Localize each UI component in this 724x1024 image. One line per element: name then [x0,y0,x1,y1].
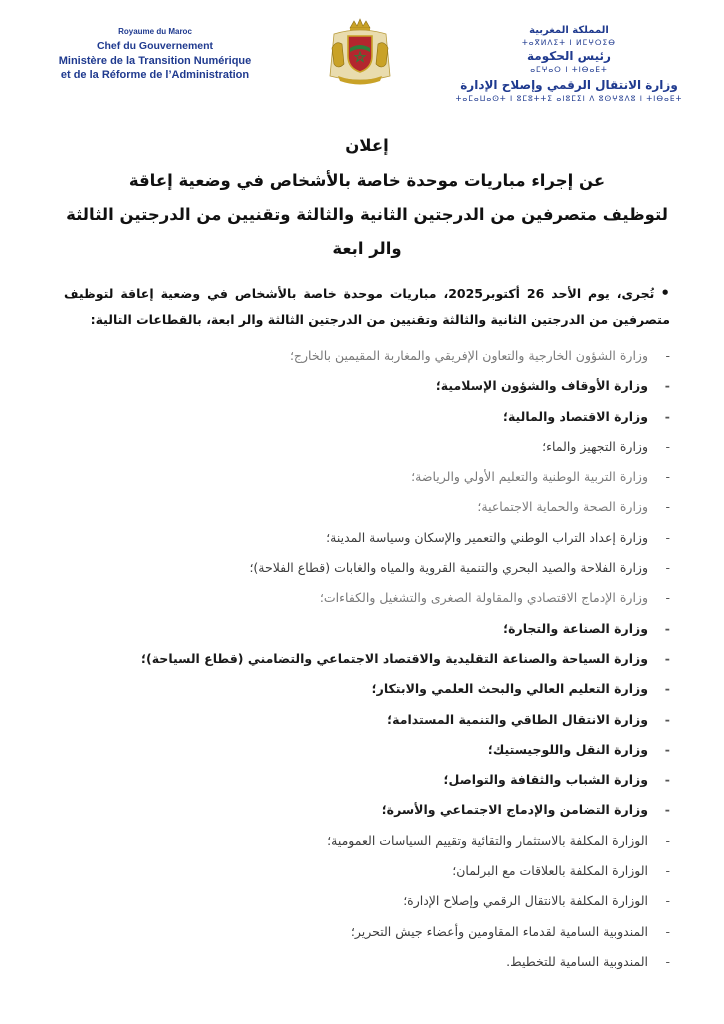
dash-icon: - [665,863,670,879]
announcement-subtitle-1: عن إجراء مباريات موحدة خاصة بالأشخاص في وضعية إعاقة [128,171,606,190]
list-item [64,371,670,401]
dash-icon: - [665,529,670,545]
bullet-icon: • [660,284,670,302]
list-item [64,856,670,886]
ministry-name: وزارة التعليم العالي والبحث العلمي والابتكار؛ [371,681,648,697]
list-item [64,735,670,765]
ministry-name: المندوبية السامية لقدماء المقاومين وأعضاء جيش التحرير؛ [350,923,648,939]
dash-icon: - [664,741,670,757]
ministry-name: وزارة الصناعة والتجارة؛ [503,620,648,636]
list-item [64,917,670,947]
header-right-arabic [414,24,724,105]
list-item [64,765,670,795]
ministry-name: وزارة الاقتصاد والمالية؛ [502,408,648,424]
dash-icon: - [665,438,670,454]
ministry-name: وزارة السياحة والصناعة التقليدية والاقتصاد الاجتماعي والتضامني (قطاع السياحة)؛ [141,650,648,666]
ministry-label-fr-line1: Ministère de la Transition Numérique [58,55,252,67]
dash-icon: - [665,832,670,848]
list-item [64,826,670,856]
list-item [64,886,670,916]
list-item [64,462,670,492]
list-item [64,583,670,613]
announcement-intro [64,280,670,333]
dash-icon: - [664,772,670,788]
dash-icon: - [665,499,670,515]
government-label-fr: Chef du Gouvernement [96,40,214,52]
list-item [64,402,670,432]
kingdom-label-tifinagh: ⵜⴰⴳⵍⴷⵉⵜ ⵏ ⵍⵎⵖⵔⵉⴱ [522,38,616,47]
announcement-body [64,128,670,977]
government-label-ar: رئيس الحكومة [527,49,611,63]
ministry-name: وزارة الشؤون الخارجية والتعاون الإفريقي والمغاربة المقيمين بالخارج؛ [289,348,648,363]
dash-icon: - [664,802,670,818]
list-item [64,492,670,522]
ministry-name: وزارة الإدماج الاقتصادي والمقاولة الصغرى والتشغيل والكفاءات؛ [319,590,648,606]
ministry-name: وزارة الفلاحة والصيد البحري والتنمية القروية والمياه والغابات (قطاع الفلاحة)؛ [249,560,648,576]
list-item [64,795,670,825]
intro-text: تُجرى، يوم الأحد 26 أكتوبر2025، مباريات موحدة خاصة بالأشخاص في وضعية إعاقة لتوظيف متصرفين من الدرجتين الثانية والثالثة وتقنيين من الدرجتين الثالثة والر ابعة، بالقطاعات التالية: [64,286,670,327]
dash-icon: - [665,953,670,969]
ministry-name: الوزارة المكلفة بالاستثمار والتقائية وتقييم السياسات العمومية؛ [327,832,648,848]
dash-icon: - [664,378,670,394]
ministry-label-ar: وزارة الانتقال الرقمي وإصلاح الإدارة [460,78,678,92]
dash-icon: - [665,560,670,576]
dash-icon: - [664,711,670,727]
dash-icon: - [665,348,670,363]
announcement-title: إعلان [345,136,389,155]
dash-icon: - [665,893,670,909]
ministry-name: الوزارة المكلفة بالعلاقات مع البرلمان؛ [452,863,648,879]
ministry-name: وزارة الصحة والحماية الاجتماعية؛ [477,499,648,515]
ministry-label-fr-line2: et de la Réforme de l’Administration [60,69,250,81]
kingdom-label-fr: Royaume du Maroc [118,27,192,36]
header-left-french [0,26,310,82]
ministry-name: الوزارة المكلفة بالانتقال الرقمي وإصلاح الإدارة؛ [403,893,648,909]
ministry-name: وزارة التجهيز والماء؛ [542,438,648,454]
government-label-tifinagh: ⴰⵎⵖⴰⵔ ⵏ ⵜⵏⴱⴰⴹⵜ [530,65,608,74]
dash-icon: - [664,650,670,666]
ministry-name: وزارة إعداد التراب الوطني والتعمير والإسكان وسياسة المدينة؛ [326,529,648,545]
dash-icon: - [665,469,670,485]
ministry-name: المندوبية السامية للتخطيط. [506,953,648,969]
list-item [64,947,670,977]
ministry-label-tifinagh: ⵜⴰⵎⴰⵡⴰⵙⵜ ⵏ ⵓⵎⵓⵜⵜⵉ ⴰⵏⵓⵎⵉⵏ ⴷ ⵓⵙⵖⵓⴷⵓ ⵏ ⵜⵏⴱⴰⴹⵜ [455,94,683,103]
ministry-name: وزارة التضامن والإدماج الاجتماعي والأسرة؛ [381,802,648,818]
ministry-list [64,341,670,977]
ministry-name: وزارة التربية الوطنية والتعليم الأولي والرياضة؛ [411,469,648,485]
list-item [64,644,670,674]
list-item [64,432,670,462]
ministry-name: وزارة النقل واللوجيستيك؛ [487,741,648,757]
ministry-name: وزارة الأوقاف والشؤون الإسلامية؛ [435,378,648,394]
list-item [64,674,670,704]
list-item [64,705,670,735]
announcement-subtitle-2: لتوظيف متصرفين من الدرجتين الثانية والثالثة وتقنيين من الدرجتين الثالثة والر ابعة [66,205,668,258]
ministry-name: وزارة الانتقال الطاقي والتنمية المستدامة؛ [387,711,648,727]
ministry-name: وزارة الشباب والثقافة والتواصل؛ [443,772,648,788]
dash-icon: - [664,408,670,424]
dash-icon: - [664,620,670,636]
dash-icon: - [664,681,670,697]
coat-of-arms-icon [320,18,400,86]
dash-icon: - [665,923,670,939]
list-item [64,523,670,553]
dash-icon: - [665,590,670,606]
list-item [64,553,670,583]
list-item [64,614,670,644]
list-item [64,341,670,371]
kingdom-label-ar: المملكة المغربية [529,25,609,36]
